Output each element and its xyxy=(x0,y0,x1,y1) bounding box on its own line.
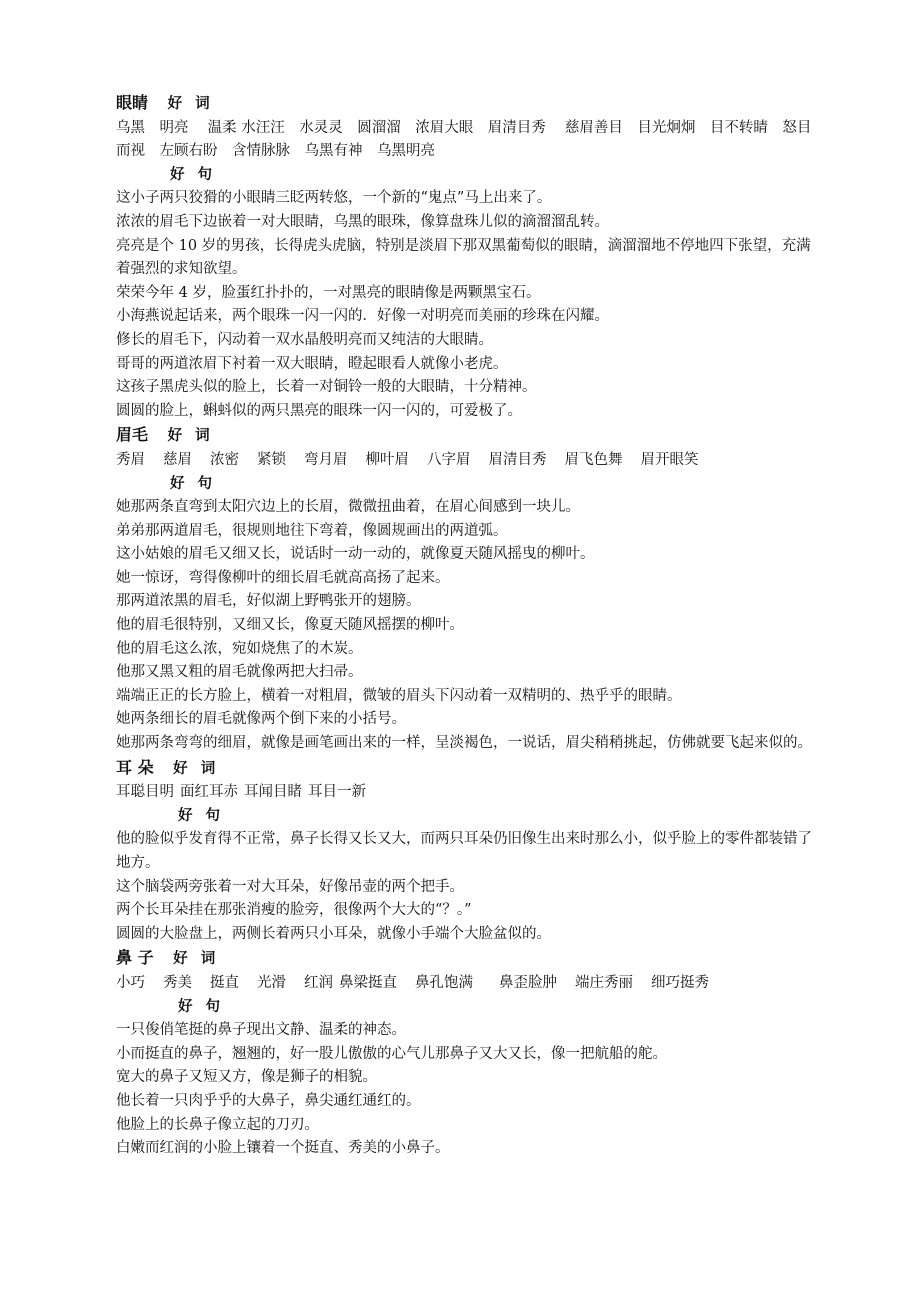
sentence: 他长着一只肉乎乎的大鼻子，鼻尖通红通红的。 xyxy=(116,1092,421,1109)
sentence: 圆圆的大脸盘上，两侧长着两只小耳朵，就像小手端个大脸盆似的。 xyxy=(116,925,551,942)
word: 浓密 xyxy=(210,451,239,468)
sentence: 那两道浓黑的眉毛，好似湖上野鸭张开的翅膀。 xyxy=(116,593,421,610)
word: 细巧挺秀 xyxy=(651,974,709,991)
sentence: 修长的眉毛下，闪动着一双水晶般明亮而又纯洁的大眼睛。 xyxy=(116,331,493,348)
words-list-nose xyxy=(116,972,816,996)
section-heading-nose xyxy=(116,946,816,972)
words-list-ears xyxy=(116,781,816,805)
sentence: 他那又黑又粗的眉毛就像两把大扫帚。 xyxy=(116,664,363,681)
word: 八字眉 xyxy=(427,451,471,468)
word: 端庄秀丽 xyxy=(575,974,633,991)
sentence: 荣荣今年 4 岁，脸蛋红扑扑的，一对黑亮的眼睛像是两颗黑宝石。 xyxy=(116,284,541,301)
sentences-label: 好 句 xyxy=(178,807,225,824)
sentence: 他的眉毛这么浓，宛如烧焦了的木炭。 xyxy=(116,640,363,657)
words-label: 好 词 xyxy=(167,96,214,112)
sentence: 这个脑袋两旁张着一对大耳朵，好像吊壶的两个把手。 xyxy=(116,878,464,895)
sentence: 这小姑娘的眉毛又细又长，说话时一动一动的，就像夏天随风摇曳的柳叶。 xyxy=(116,546,595,563)
sentence: 他的脸似乎发育得不正常，鼻子长得又长又大，而两只耳朵仍旧像生出来时那么小，似乎脸上的零件都装错了地方。 xyxy=(116,831,812,871)
sentence: 她那两条直弯到太阳穴边上的长眉，微微扭曲着，在眉心间感到一块儿。 xyxy=(116,499,580,516)
sentence: 这小子两只狡猾的小眼睛三眨两转悠，一个新的“鬼点”马上出来了。 xyxy=(116,190,552,207)
word: 挺直 xyxy=(210,974,239,991)
section-heading-ears xyxy=(116,756,816,782)
words-list-eyebrows xyxy=(116,449,816,473)
sentence: 小海燕说起话来，两个眼珠一闪一闪的．好像一对明亮而美丽的珍珠在闪耀。 xyxy=(116,308,609,325)
word: 红润 xyxy=(304,974,333,991)
sentences-label: 好 句 xyxy=(178,998,225,1015)
words-list-eyes: 乌黑 明亮 温柔 水汪汪 水灵灵 圆溜溜 浓眉大眼 眉清目秀 慈眉善目 目光炯炯 目不转睛 怒目而视 左顾右盼 含情脉脉 乌黑有神 乌黑明亮 xyxy=(116,119,812,160)
sentence: 一只俊俏笔挺的鼻子现出文静、温柔的神态。 xyxy=(116,1022,406,1039)
sentence: 白嫩而红润的小脸上镶着一个挺直、秀美的小鼻子。 xyxy=(116,1140,450,1157)
sentence: 弟弟那两道眉毛，很规则地往下弯着，像圆规画出的两道弧。 xyxy=(116,522,508,539)
sentence: 亮亮是个 10 岁的男孩，长得虎头虎脑，特别是淡眉下那双黑葡萄似的眼睛，滴溜溜地不停地四下张望，充满着强烈的求知欲望。 xyxy=(116,237,811,278)
section-heading-eyebrows xyxy=(116,423,816,449)
words-label: 好 词 xyxy=(167,428,214,445)
sentence: 宽大的鼻子又短又方，像是狮子的相貌。 xyxy=(116,1069,377,1086)
word: 柳叶眉 xyxy=(365,451,409,468)
word: 耳闻目睹 xyxy=(244,784,302,801)
word: 鼻孔饱满 xyxy=(415,974,473,991)
sentence: 端端正正的长方脸上，横着一对粗眉，微皱的眉头下闪动着一双精明的、热乎乎的眼睛。 xyxy=(116,687,682,704)
word: 秀美 xyxy=(163,974,192,991)
sentences-label: 好 句 xyxy=(170,166,217,183)
word: 面红耳赤 xyxy=(180,784,238,801)
sentence: 浓浓的眉毛下边嵌着一对大眼睛，乌黑的眼珠，像算盘珠儿似的滴溜溜乱转。 xyxy=(116,213,609,230)
word: 耳聪目明 xyxy=(116,784,174,801)
section-title: 耳 朵 xyxy=(116,757,154,777)
word: 鼻梁挺直 xyxy=(339,974,397,991)
sentence: 小而挺直的鼻子，翘翘的，好一股儿傲傲的心气儿那鼻子又大又长，像一把航船的舵。 xyxy=(116,1045,667,1062)
word: 眉清目秀 xyxy=(488,451,547,468)
sentence: 她那两条弯弯的细眉，就像是画笔画出来的一样，呈淡褐色，一说话，眉尖稍稍挑起，仿佛就要飞起来似的。 xyxy=(116,735,812,752)
sentence: 他脸上的长鼻子像立起的刀刃。 xyxy=(116,1116,319,1133)
word: 慈眉 xyxy=(163,451,192,468)
sentence: 她一惊讶，弯得像柳叶的细长眉毛就高高扬了起来。 xyxy=(116,569,450,586)
word: 光滑 xyxy=(257,974,286,991)
word: 弯月眉 xyxy=(304,451,348,468)
sentence: 两个长耳朵挂在那张消瘦的脸旁，很像两个大大的“？。” xyxy=(116,902,472,919)
sentences-label: 好 句 xyxy=(170,475,217,492)
section-heading-eyes xyxy=(116,91,816,117)
section-title: 眉毛 xyxy=(116,425,149,445)
word: 秀眉 xyxy=(116,451,145,468)
word: 小巧 xyxy=(116,974,145,991)
sentence: 哥哥的两道浓眉下衬着一双大眼睛，瞪起眼看人就像小老虎。 xyxy=(116,355,508,372)
sentence: 她两条细长的眉毛就像两个倒下来的小括号。 xyxy=(116,711,406,728)
word: 鼻歪脸肿 xyxy=(499,974,557,991)
word: 眉飞色舞 xyxy=(564,451,623,468)
word: 紧锁 xyxy=(257,451,286,468)
sentence: 圆圆的脸上，蝌蚪似的两只黑亮的眼珠一闪一闪的，可爱极了。 xyxy=(116,402,522,419)
words-label: 好 词 xyxy=(173,760,220,777)
document-page xyxy=(116,91,816,1161)
section-title: 鼻 子 xyxy=(116,948,154,968)
sentence: 他的眉毛很特别，又细又长，像夏天随风摇摆的柳叶。 xyxy=(116,617,464,634)
words-label: 好 词 xyxy=(173,951,220,968)
word: 耳目一新 xyxy=(308,784,366,801)
word: 眉开眼笑 xyxy=(640,451,699,468)
section-title: 眼睛 xyxy=(116,93,149,112)
sentence: 这孩子黑虎头似的脸上，长着一对铜铃一般的大眼睛，十分精神。 xyxy=(116,379,537,396)
